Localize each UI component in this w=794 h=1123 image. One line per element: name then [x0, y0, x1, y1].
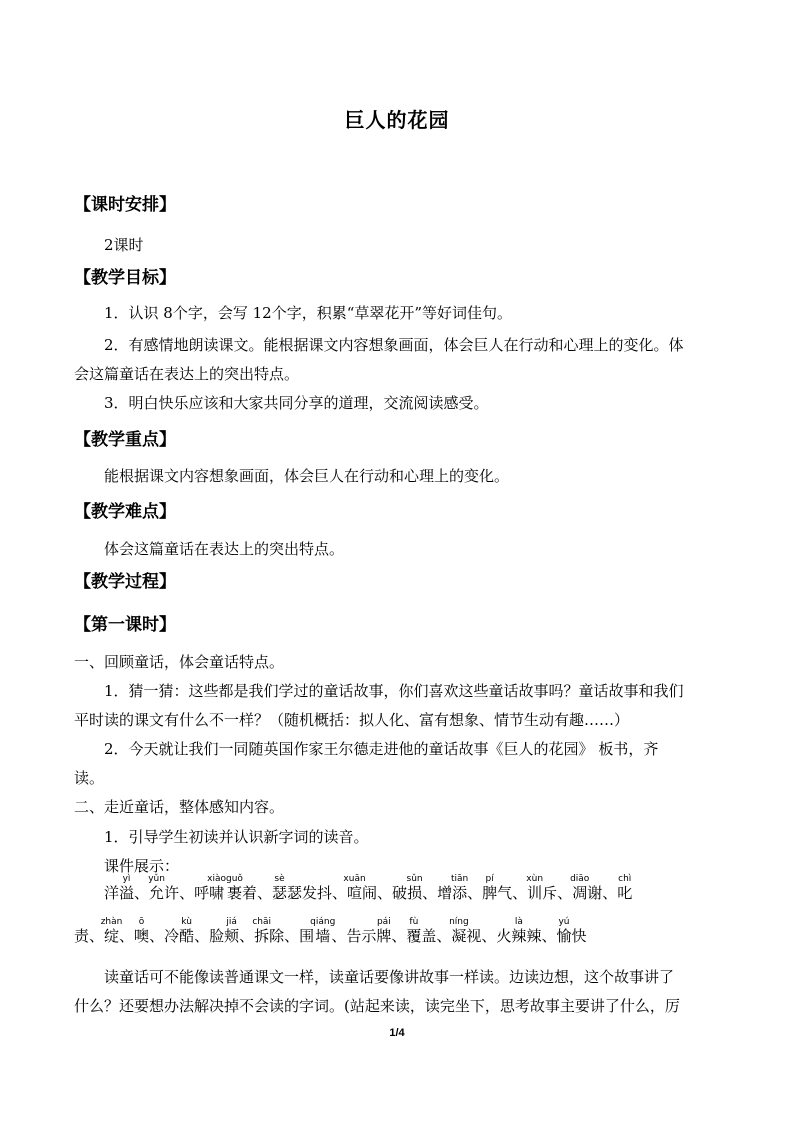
vocab-character-with-pinyin: 覆fù	[406, 917, 422, 945]
step-1-para-2-line-2: 读。	[74, 769, 105, 787]
courseware-label: 课件展示：	[104, 857, 180, 875]
vocab-character-with-pinyin: 颊jiá	[224, 917, 240, 945]
step-2-title: 二、走近童话，整体感知内容。	[74, 798, 285, 816]
vocab-character-with-pinyin: 愉yú	[556, 917, 572, 945]
vocab-character-with-pinyin: 添tiān	[450, 874, 469, 902]
difficult-points-content: 体会这篇童话在表达上的突出特点。	[104, 540, 345, 558]
vocab-text: 瑟发抖、	[287, 884, 348, 902]
vocab-character-with-pinyin: 溢yì	[119, 874, 135, 902]
pinyin: yì	[119, 874, 135, 884]
vocab-character-with-pinyin: 酷kù	[179, 917, 195, 945]
goal-3: 3．明白快乐应该和大家共同分享的道理，交流阅读感受。	[104, 394, 489, 412]
vocab-text: 闹、破	[362, 884, 408, 902]
pinyin: chāi	[252, 917, 271, 927]
vocab-text: 斥、	[542, 884, 573, 902]
goal-1: 1．认识 8个字，会写 12个字，积累“草翠花开”等好词佳句。	[104, 304, 513, 322]
pinyin: là	[511, 917, 527, 927]
pinyin: tiān	[450, 874, 469, 884]
vocab-text: 、	[391, 927, 407, 945]
vocab-text: 谢、	[587, 884, 618, 902]
pinyin: yú	[556, 917, 572, 927]
vocab-text: 视、火	[466, 927, 512, 945]
pinyin: jiá	[224, 917, 240, 927]
pinyin: yǔn	[148, 874, 165, 884]
page-number: 1/4	[389, 1027, 405, 1039]
heading-goals: 【教学目标】	[74, 268, 176, 288]
heading-difficult-points: 【教学难点】	[74, 502, 176, 522]
pinyin: sǔn	[406, 874, 423, 884]
pinyin: pí	[482, 874, 498, 884]
vocab-character-with-pinyin: 凝níng	[449, 917, 469, 945]
pinyin: pái	[376, 917, 392, 927]
key-points-content: 能根据课文内容想象画面，体会巨人在行动和心理上的变化。	[104, 467, 510, 485]
vocab-text: 、	[134, 884, 150, 902]
vocab-character-with-pinyin: 损sǔn	[406, 874, 423, 902]
pinyin: níng	[449, 917, 469, 927]
vocab-character-with-pinyin: 绽zhàn	[100, 917, 123, 945]
goal-2-line-1: 2．有感情地朗读课文。能根据课文内容想象画面，体会巨人在行动和心理上的变化。体	[104, 336, 684, 354]
vocab-character-with-pinyin: 凋diāo	[570, 874, 590, 902]
pinyin: xùn	[526, 874, 544, 884]
pinyin: fù	[406, 917, 422, 927]
goal-2-line-2: 会这篇童话在表达上的突出特点。	[74, 365, 300, 383]
vocab-text: 、	[467, 884, 483, 902]
vocab-text: 、增	[422, 884, 453, 902]
vocab-character-with-pinyin: 裹guǒ	[226, 874, 243, 902]
vocab-character-with-pinyin: 允yǔn	[148, 874, 165, 902]
vocab-character-with-pinyin: 训xùn	[526, 874, 544, 902]
vocab-character-with-pinyin: 叱chì	[617, 874, 633, 902]
vocab-character-with-pinyin: 辣là	[511, 917, 527, 945]
step-1-para-1-line-1: 1．猜一猜：这些都是我们学过的童话故事，你们喜欢这些童话故事吗？童话故事和我们	[104, 682, 684, 700]
vocab-text: 、冷	[149, 927, 180, 945]
vocab-text: 除、围	[269, 927, 315, 945]
heading-schedule: 【课时安排】	[74, 195, 176, 215]
vocabulary-row-2	[74, 917, 587, 946]
heading-first-lesson: 【第一课时】	[74, 615, 176, 635]
step-2-para-2-line-1: 读童话可不能像读普通课文一样，读童话要像讲故事一样读。边读边想，这个故事讲了	[104, 968, 675, 986]
step-1-para-2-line-1: 2．今天就让我们一同随英国作家王尔德走进他的童话故事《巨人的花园》 板书，齐	[104, 740, 659, 758]
vocab-text: 快	[571, 927, 587, 945]
step-1-para-1-line-2: 平时读的课文有什么不一样？（随机概括：拟人化、富有想象、情节生动有趣……）	[74, 711, 630, 729]
heading-key-points: 【教学重点】	[74, 430, 176, 450]
vocab-text: 责、	[74, 927, 105, 945]
document-title: 巨人的花园	[344, 108, 450, 132]
pinyin: diāo	[570, 874, 590, 884]
pinyin: sè	[272, 874, 288, 884]
vocab-text: 、脸	[194, 927, 225, 945]
pinyin: zhàn	[100, 917, 123, 927]
vocab-text: 盖、	[421, 927, 452, 945]
vocab-text: 着、	[241, 884, 272, 902]
vocabulary-row-1	[104, 874, 632, 903]
vocab-character-with-pinyin: 瑟sè	[272, 874, 288, 902]
pinyin: ō	[134, 917, 150, 927]
vocab-character-with-pinyin: 啸xiào	[207, 874, 227, 902]
pinyin: xuān	[343, 874, 366, 884]
heading-teaching-process: 【教学过程】	[74, 572, 176, 592]
vocab-text: 洋	[104, 884, 120, 902]
vocab-text: 辣、	[526, 927, 557, 945]
schedule-content: 2课时	[104, 236, 144, 254]
vocab-character-with-pinyin: 喧xuān	[343, 874, 366, 902]
pinyin: kù	[179, 917, 195, 927]
vocab-text: 、	[119, 927, 135, 945]
step-2-para-1: 1．引导学生初读并认识新字词的读音。	[104, 828, 369, 846]
vocab-character-with-pinyin: 噢ō	[134, 917, 150, 945]
pinyin: chì	[617, 874, 633, 884]
vocab-character-with-pinyin: 脾pí	[482, 874, 498, 902]
vocab-text: 气、	[497, 884, 528, 902]
vocab-character-with-pinyin: 拆chāi	[252, 917, 271, 945]
step-1-title: 一、回顾童话，体会童话特点。	[74, 653, 285, 671]
vocab-character-with-pinyin: 牌pái	[376, 917, 392, 945]
pinyin: qiáng	[310, 917, 336, 927]
pinyin: xiào	[207, 874, 227, 884]
vocab-text: 许、呼	[164, 884, 210, 902]
vocab-character-with-pinyin: 墙qiáng	[310, 917, 336, 945]
vocab-text: 、告示	[331, 927, 377, 945]
pinyin: guǒ	[226, 874, 243, 884]
vocab-text: 、	[239, 927, 255, 945]
step-2-para-2-line-2: 什么？还要想办法解决掉不会读的字词。(站起来读，读完坐下，思考故事主要讲了什么，厉	[74, 997, 680, 1015]
